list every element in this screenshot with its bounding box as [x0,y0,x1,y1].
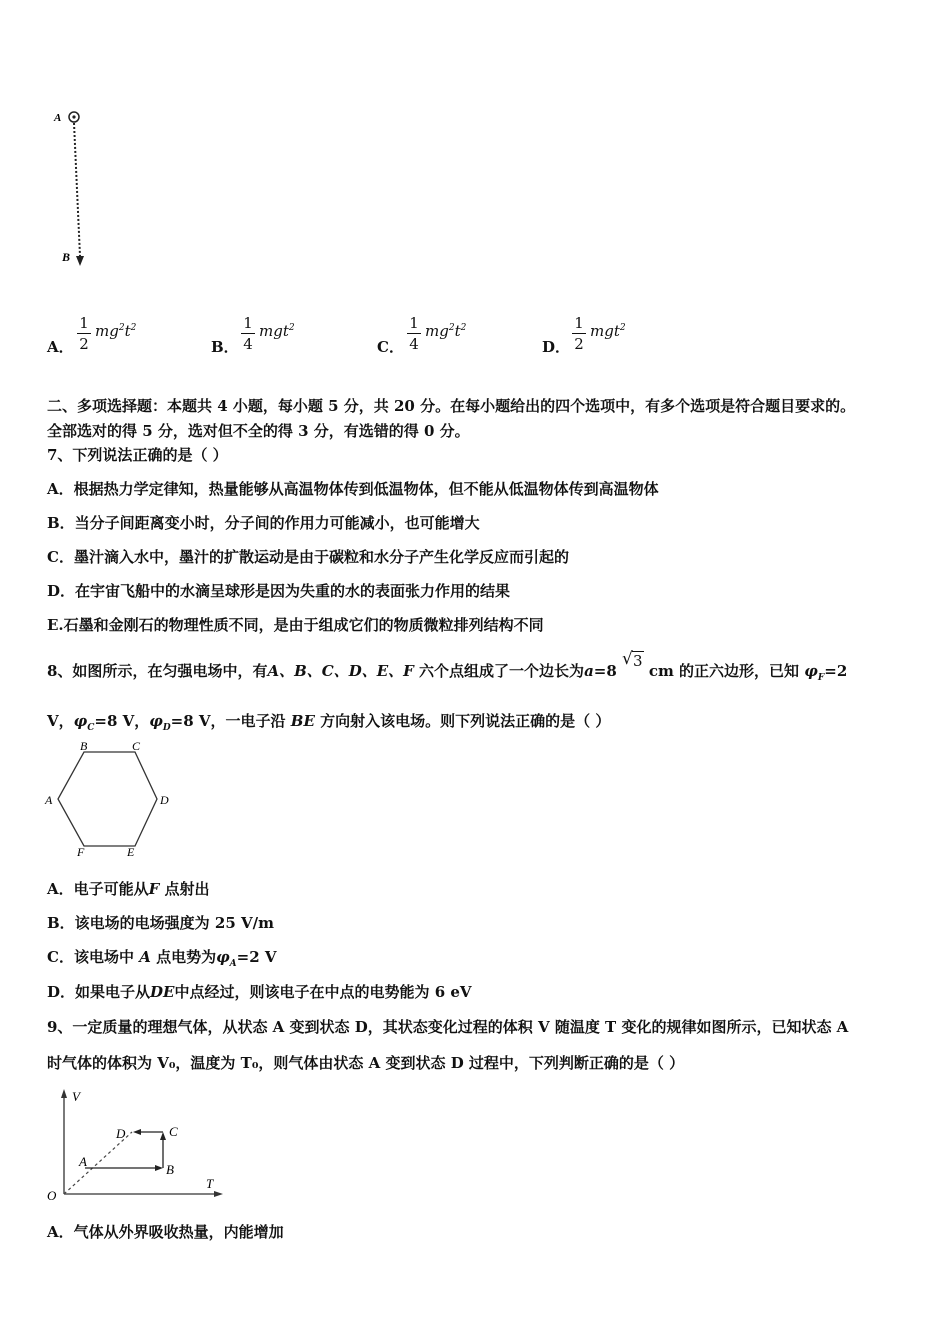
q6-diagram [50,104,100,274]
expression: mgt$^2$ [590,322,626,340]
fraction: 1 2 [572,314,586,353]
graph-label-c: C [169,1124,178,1139]
q9-stem-line2: 时气体的体积为 V₀，温度为 T₀，则气体由状态 A 变到状态 D 过程中，下列判断正确的是（ ） [47,1054,685,1072]
graph-label-v: V [72,1089,80,1104]
expression: $mg^2t^2$ [425,322,467,340]
q6-start-dot [72,115,75,118]
q7-option-a[interactable]: A．根据热力学定律知，热量能够从高温物体传到低温物体，但不能从低温物体传到高温物体 [47,480,659,498]
arrow-b-c [160,1132,166,1140]
q9-stem-line1: 9、一定质量的理想气体，从状态 A 变到状态 D，其状态变化过程的体积 V 随温度 T 变化的规律如图所示，已知状态 A [47,1018,849,1036]
q7-stem: 7、下列说法正确的是（ ） [47,446,228,464]
q8-stem-line1: 8、如图所示，在匀强电场中，有A、B、C、D、E、F 六个点组成了一个边长为a=8 √ 3 cm 的正六边形，已知 $\varphi_F=2$ [47,649,848,683]
option-letter: D． [542,338,571,356]
fraction: 1 2 [77,314,91,353]
q7-option-e[interactable]: E.石墨和金刚石的物理性质不同，是由于组成它们的物质微粒排列结构不同 [47,616,544,634]
q6-arrow-head [76,256,84,266]
arrow-c-d [133,1129,141,1135]
dashed-line-o-d [64,1132,132,1194]
fraction: 1 4 [407,314,421,353]
option-letter: B． [211,338,239,356]
graph-label-d: D [116,1126,126,1141]
q9-option-a[interactable]: A．气体从外界吸收热量，内能增加 [47,1223,284,1241]
q8-option-b[interactable]: B．该电场的电场强度为 25 V/m [47,914,274,932]
expression: mgt$^2$ [259,322,295,340]
arrow-a-b [155,1165,163,1171]
q7-option-d[interactable]: D．在宇宙飞船中的水滴呈球形是因为失重的水的表面张力作用的结果 [47,582,511,600]
graph-label-o: O [47,1188,57,1203]
hex-label-c: C [132,739,141,753]
q6-label-b: B [62,250,71,264]
q8-option-d[interactable]: D．如果电子从DE中点经过，则该电子在中点的电势能为 6 eV [47,983,472,1001]
q9-vt-graph [42,1086,232,1206]
option-letter: A． [47,338,74,356]
q8-hexagon-diagram [42,738,177,860]
hex-label-f: F [77,845,85,859]
graph-label-b: B [166,1162,174,1177]
q6-options [47,314,687,358]
q7-option-c[interactable]: C．墨汁滴入水中，墨汁的扩散运动是由于碳粒和水分子产生化学反应而引起的 [47,548,569,566]
section2-instructions-line2: 全部选对的得 5 分，选对但不全的得 3 分，有选错的得 0 分。 [47,422,470,440]
option-letter: C． [377,338,404,356]
graph-label-a: A [79,1154,87,1169]
graph-label-t: T [206,1176,214,1191]
hex-label-a: A [45,793,53,807]
q7-option-b[interactable]: B．当分子间距离变小时，分子间的作用力可能减小，也可能增大 [47,514,480,532]
hex-label-b: B [80,739,88,753]
q8-option-a[interactable]: A．电子可能从F 点射出 [47,880,210,898]
hex-label-e: E [127,845,135,859]
section2-instructions-line1: 二、多项选择题：本题共 4 小题，每小题 5 分，共 20 分。在每小题给出的四个选项中，有多个选项是符合题目要求的。 [47,397,856,415]
q8-stem-line2: V，$\varphi_C=8$ V，$\varphi_D=8$ V，一电子沿 BE 方向射入该电场。则下列说法正确的是（ ） [47,712,611,733]
q6-dotted-path [74,123,80,256]
expression: $mg^2t^2$ [95,322,137,340]
sqrt-symbol: √ 3 [622,649,643,670]
v-axis-arrow [61,1089,67,1098]
hexagon-shape [58,752,157,846]
hex-label-d: D [160,793,169,807]
q6-label-a: A [54,112,62,124]
q8-option-c[interactable]: C．该电场中 A 点电势为$\varphi_A=2$ V [47,948,277,969]
fraction: 1 4 [241,314,255,353]
t-axis-arrow [214,1191,223,1197]
